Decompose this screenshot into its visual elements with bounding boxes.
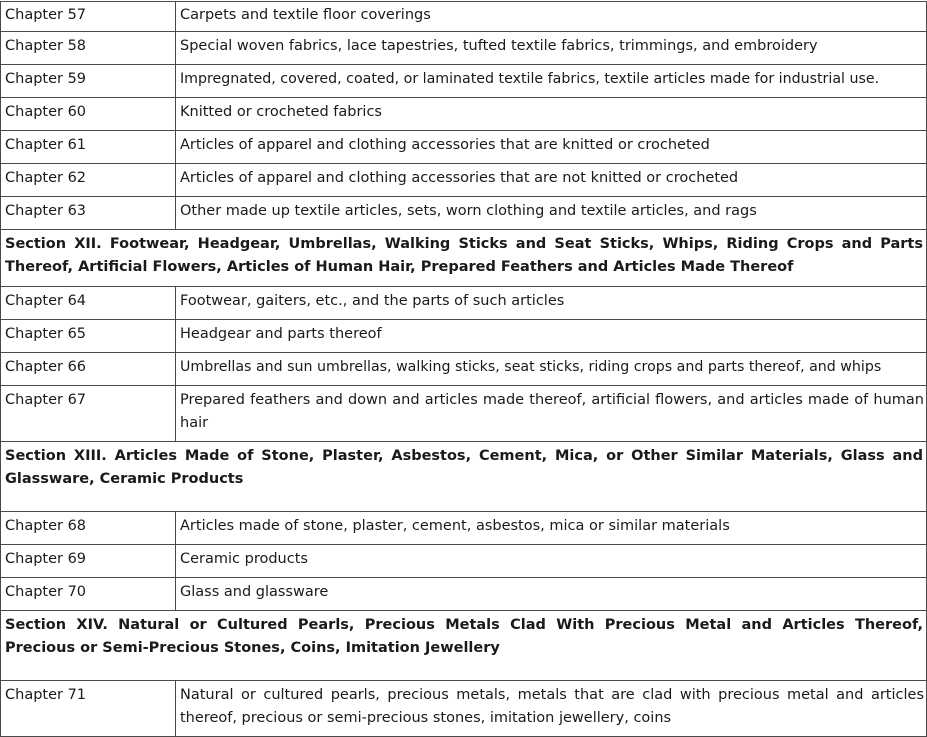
- table-row: [1, 545, 927, 578]
- chapter-description: Articles of apparel and clothing accessories that are knitted or crocheted: [176, 131, 927, 164]
- table-row: [1, 512, 927, 545]
- chapter-description: Headgear and parts thereof: [176, 320, 927, 353]
- chapter-code: Chapter 68: [1, 512, 176, 545]
- chapter-description: Glass and glassware: [176, 578, 927, 611]
- table-row: [1, 32, 927, 65]
- table-row: [1, 98, 927, 131]
- chapter-description: Other made up textile articles, sets, worn clothing and textile articles, and rags: [176, 197, 927, 230]
- chapter-description: Footwear, gaiters, etc., and the parts of such articles: [176, 287, 927, 320]
- table-row: [1, 164, 927, 197]
- tariff-chapter-table: [0, 1, 927, 737]
- table-row: [1, 287, 927, 320]
- chapter-code: Chapter 64: [1, 287, 176, 320]
- chapter-description: Prepared feathers and down and articles made thereof, artificial flowers, and articles made of human hair: [176, 386, 927, 442]
- chapter-description: Articles made of stone, plaster, cement, asbestos, mica or similar materials: [176, 512, 927, 545]
- chapter-code: Chapter 59: [1, 65, 176, 98]
- chapter-description: Umbrellas and sun umbrellas, walking sticks, seat sticks, riding crops and parts thereof, and whips: [176, 353, 927, 386]
- chapter-code: Chapter 60: [1, 98, 176, 131]
- section-title: Section XII. Footwear, Headgear, Umbrellas, Walking Sticks and Seat Sticks, Whips, Riding Crops and Parts Thereof, Artificial Flowers, Articles of Human Hair, Prepared Feathers and Articles Made Thereof: [1, 230, 927, 287]
- table-row: [1, 131, 927, 164]
- table-row: [1, 578, 927, 611]
- chapter-description: Impregnated, covered, coated, or laminated textile fabrics, textile articles made for industrial use.: [176, 65, 927, 98]
- chapter-code: Chapter 61: [1, 131, 176, 164]
- table-row: [1, 353, 927, 386]
- chapter-code: Chapter 63: [1, 197, 176, 230]
- chapter-code: Chapter 58: [1, 32, 176, 65]
- table-row: [1, 65, 927, 98]
- chapter-description: Special woven fabrics, lace tapestries, tufted textile fabrics, trimmings, and embroidery: [176, 32, 927, 65]
- section-heading-row: [1, 611, 927, 681]
- table-row: [1, 320, 927, 353]
- chapter-code: Chapter 65: [1, 320, 176, 353]
- table-row: [1, 2, 927, 32]
- table-row: [1, 197, 927, 230]
- chapter-code: Chapter 66: [1, 353, 176, 386]
- chapter-code: Chapter 62: [1, 164, 176, 197]
- chapter-code: Chapter 67: [1, 386, 176, 442]
- chapter-code: Chapter 70: [1, 578, 176, 611]
- section-heading-row: [1, 442, 927, 512]
- chapter-code: Chapter 69: [1, 545, 176, 578]
- chapter-description: Natural or cultured pearls, precious metals, metals that are clad with precious metal and articles thereof, precious or semi-precious stones, imitation jewellery, coins: [176, 681, 927, 737]
- table-row: [1, 386, 927, 442]
- section-title: Section XIII. Articles Made of Stone, Plaster, Asbestos, Cement, Mica, or Other Similar Materials, Glass and Glassware, Ceramic Products: [1, 442, 927, 512]
- section-title: Section XIV. Natural or Cultured Pearls, Precious Metals Clad With Precious Metal and Articles Thereof, Precious or Semi-Precious Stones, Coins, Imitation Jewellery: [1, 611, 927, 681]
- chapter-code: Chapter 57: [1, 2, 176, 32]
- chapter-description: Carpets and textile floor coverings: [176, 2, 927, 32]
- table-row: [1, 681, 927, 737]
- chapter-description: Articles of apparel and clothing accessories that are not knitted or crocheted: [176, 164, 927, 197]
- chapter-description: Knitted or crocheted fabrics: [176, 98, 927, 131]
- section-heading-row: [1, 230, 927, 287]
- chapter-description: Ceramic products: [176, 545, 927, 578]
- chapter-code: Chapter 71: [1, 681, 176, 737]
